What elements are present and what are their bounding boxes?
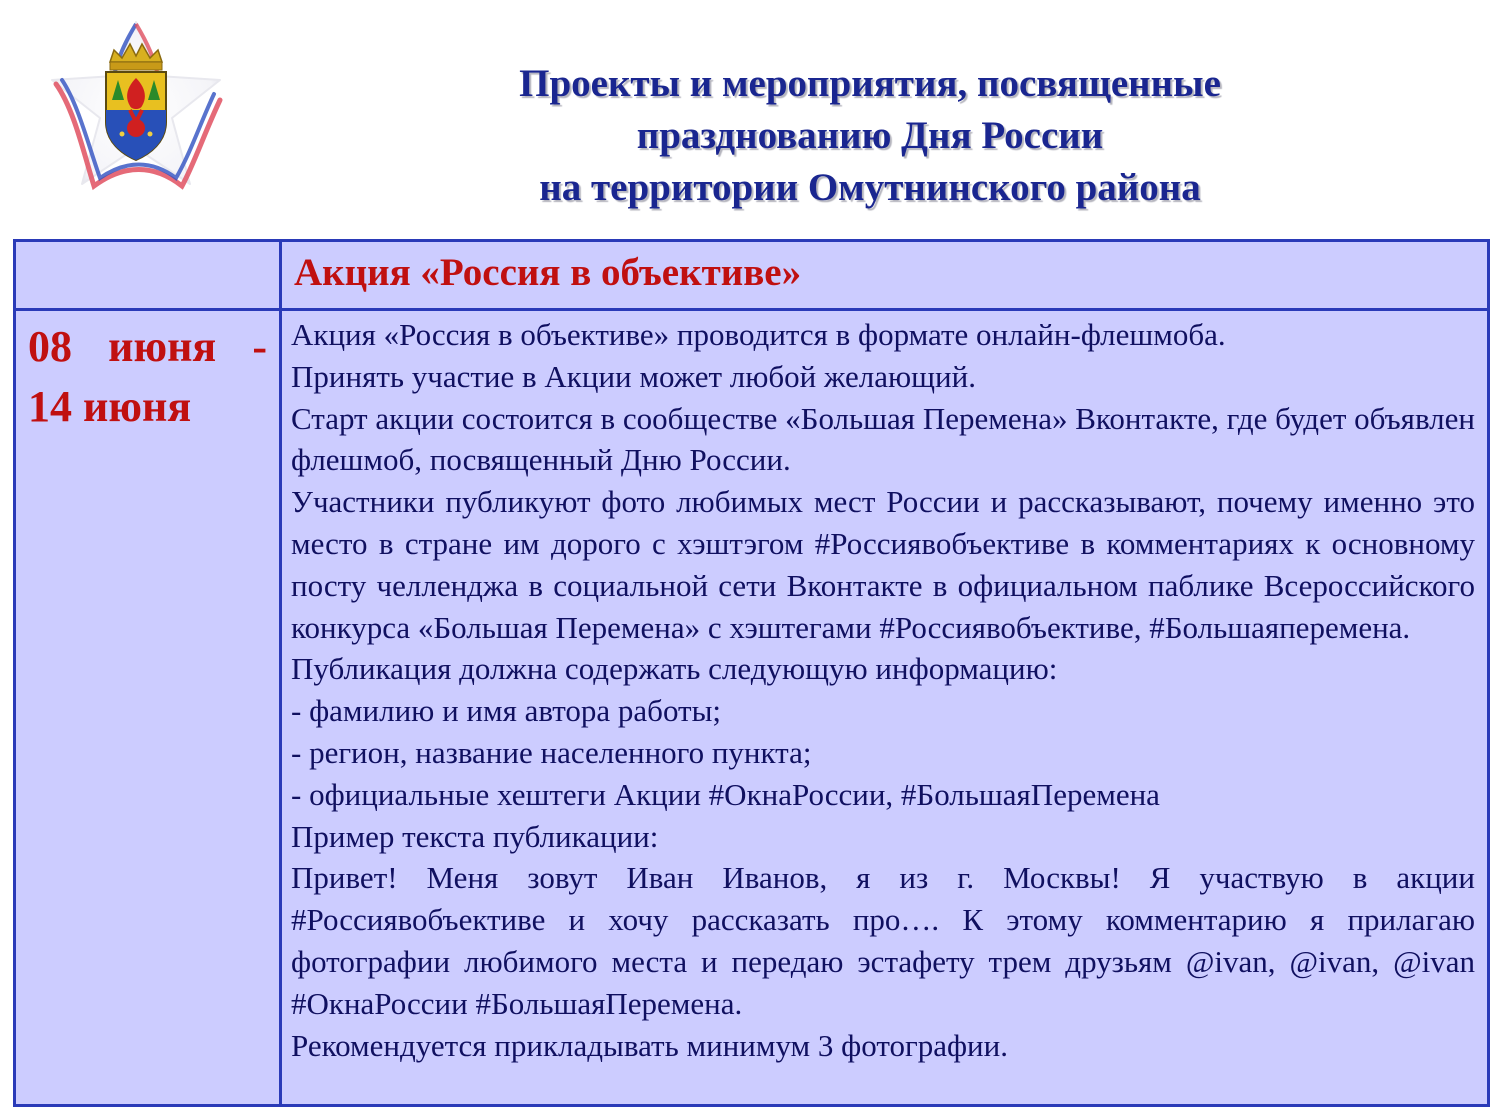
header-cell-event-title: [281, 241, 1489, 310]
list-item: - регион, название населенного пункта;: [291, 734, 812, 770]
paragraph-participation: Принять участие в Акции может любой желающий.: [291, 358, 976, 394]
list-item: - официальные хештеги Акции #ОкнаРоссии, #БольшаяПеремена: [291, 776, 1160, 812]
table-row: [15, 310, 1489, 1106]
date-end: 14 июня: [28, 382, 192, 431]
event-description: [282, 311, 1487, 1066]
date-cell: [15, 310, 281, 1106]
list-item: - фамилию и имя автора работы;: [291, 693, 722, 729]
paragraph-participants: Участники публикуют фото любимых мест России и рассказывают, почему именно это место в стране им дорого с хэштэгом #Россиявобъективе в комментариях к основному посту челленджа в социальной сети Вконтакте в официальном паблике Всероссийского конкурса «Большая Перемена» с хэштегами #Россиявобъективе, #Большаяперемена.: [291, 484, 1475, 645]
header-cell-empty: [15, 241, 281, 310]
paragraph-start: Старт акции состоится в сообществе «Большая Перемена» Вконтакте, где будет объявлен флешмоб, посвященный Дню России.: [291, 400, 1475, 478]
paragraph-recommendation: Рекомендуется прикладывать минимум 3 фотографии.: [291, 1027, 1008, 1063]
events-table: [13, 239, 1490, 1107]
event-dates: [16, 311, 279, 437]
title-line-1: Проекты и мероприятия, посвященные: [519, 62, 1221, 105]
description-cell: [281, 310, 1489, 1106]
date-start: 08 июня -: [28, 322, 267, 371]
event-title: Акция «Россия в объективе»: [294, 251, 802, 294]
title-line-2: празднованию Дня России: [636, 114, 1104, 157]
paragraph-example-intro: Пример текста публикации:: [291, 818, 659, 854]
omutninsk-district-emblem-icon: [44, 14, 228, 198]
table-header-row: [15, 241, 1489, 310]
page-title: [380, 58, 1360, 214]
paragraph-example-text: Привет! Меня зовут Иван Иванов, я из г. Москвы! Я участвую в акции #Россиявобъективе и хочу рассказать про…. К этому комментарию я прилагаю фотографии любимого места и передаю эстафету трем друзьям @ivan, @ivan, @ivan #ОкнаРоссии #БольшаяПеремена.: [291, 860, 1475, 1021]
paragraph-requirements-intro: Публикация должна содержать следующую информацию:: [291, 651, 1058, 687]
paragraph-format: Акция «Россия в объективе» проводится в формате онлайн-флешмоба.: [291, 317, 1226, 352]
title-line-3: на территории Омутнинского района: [539, 166, 1201, 209]
